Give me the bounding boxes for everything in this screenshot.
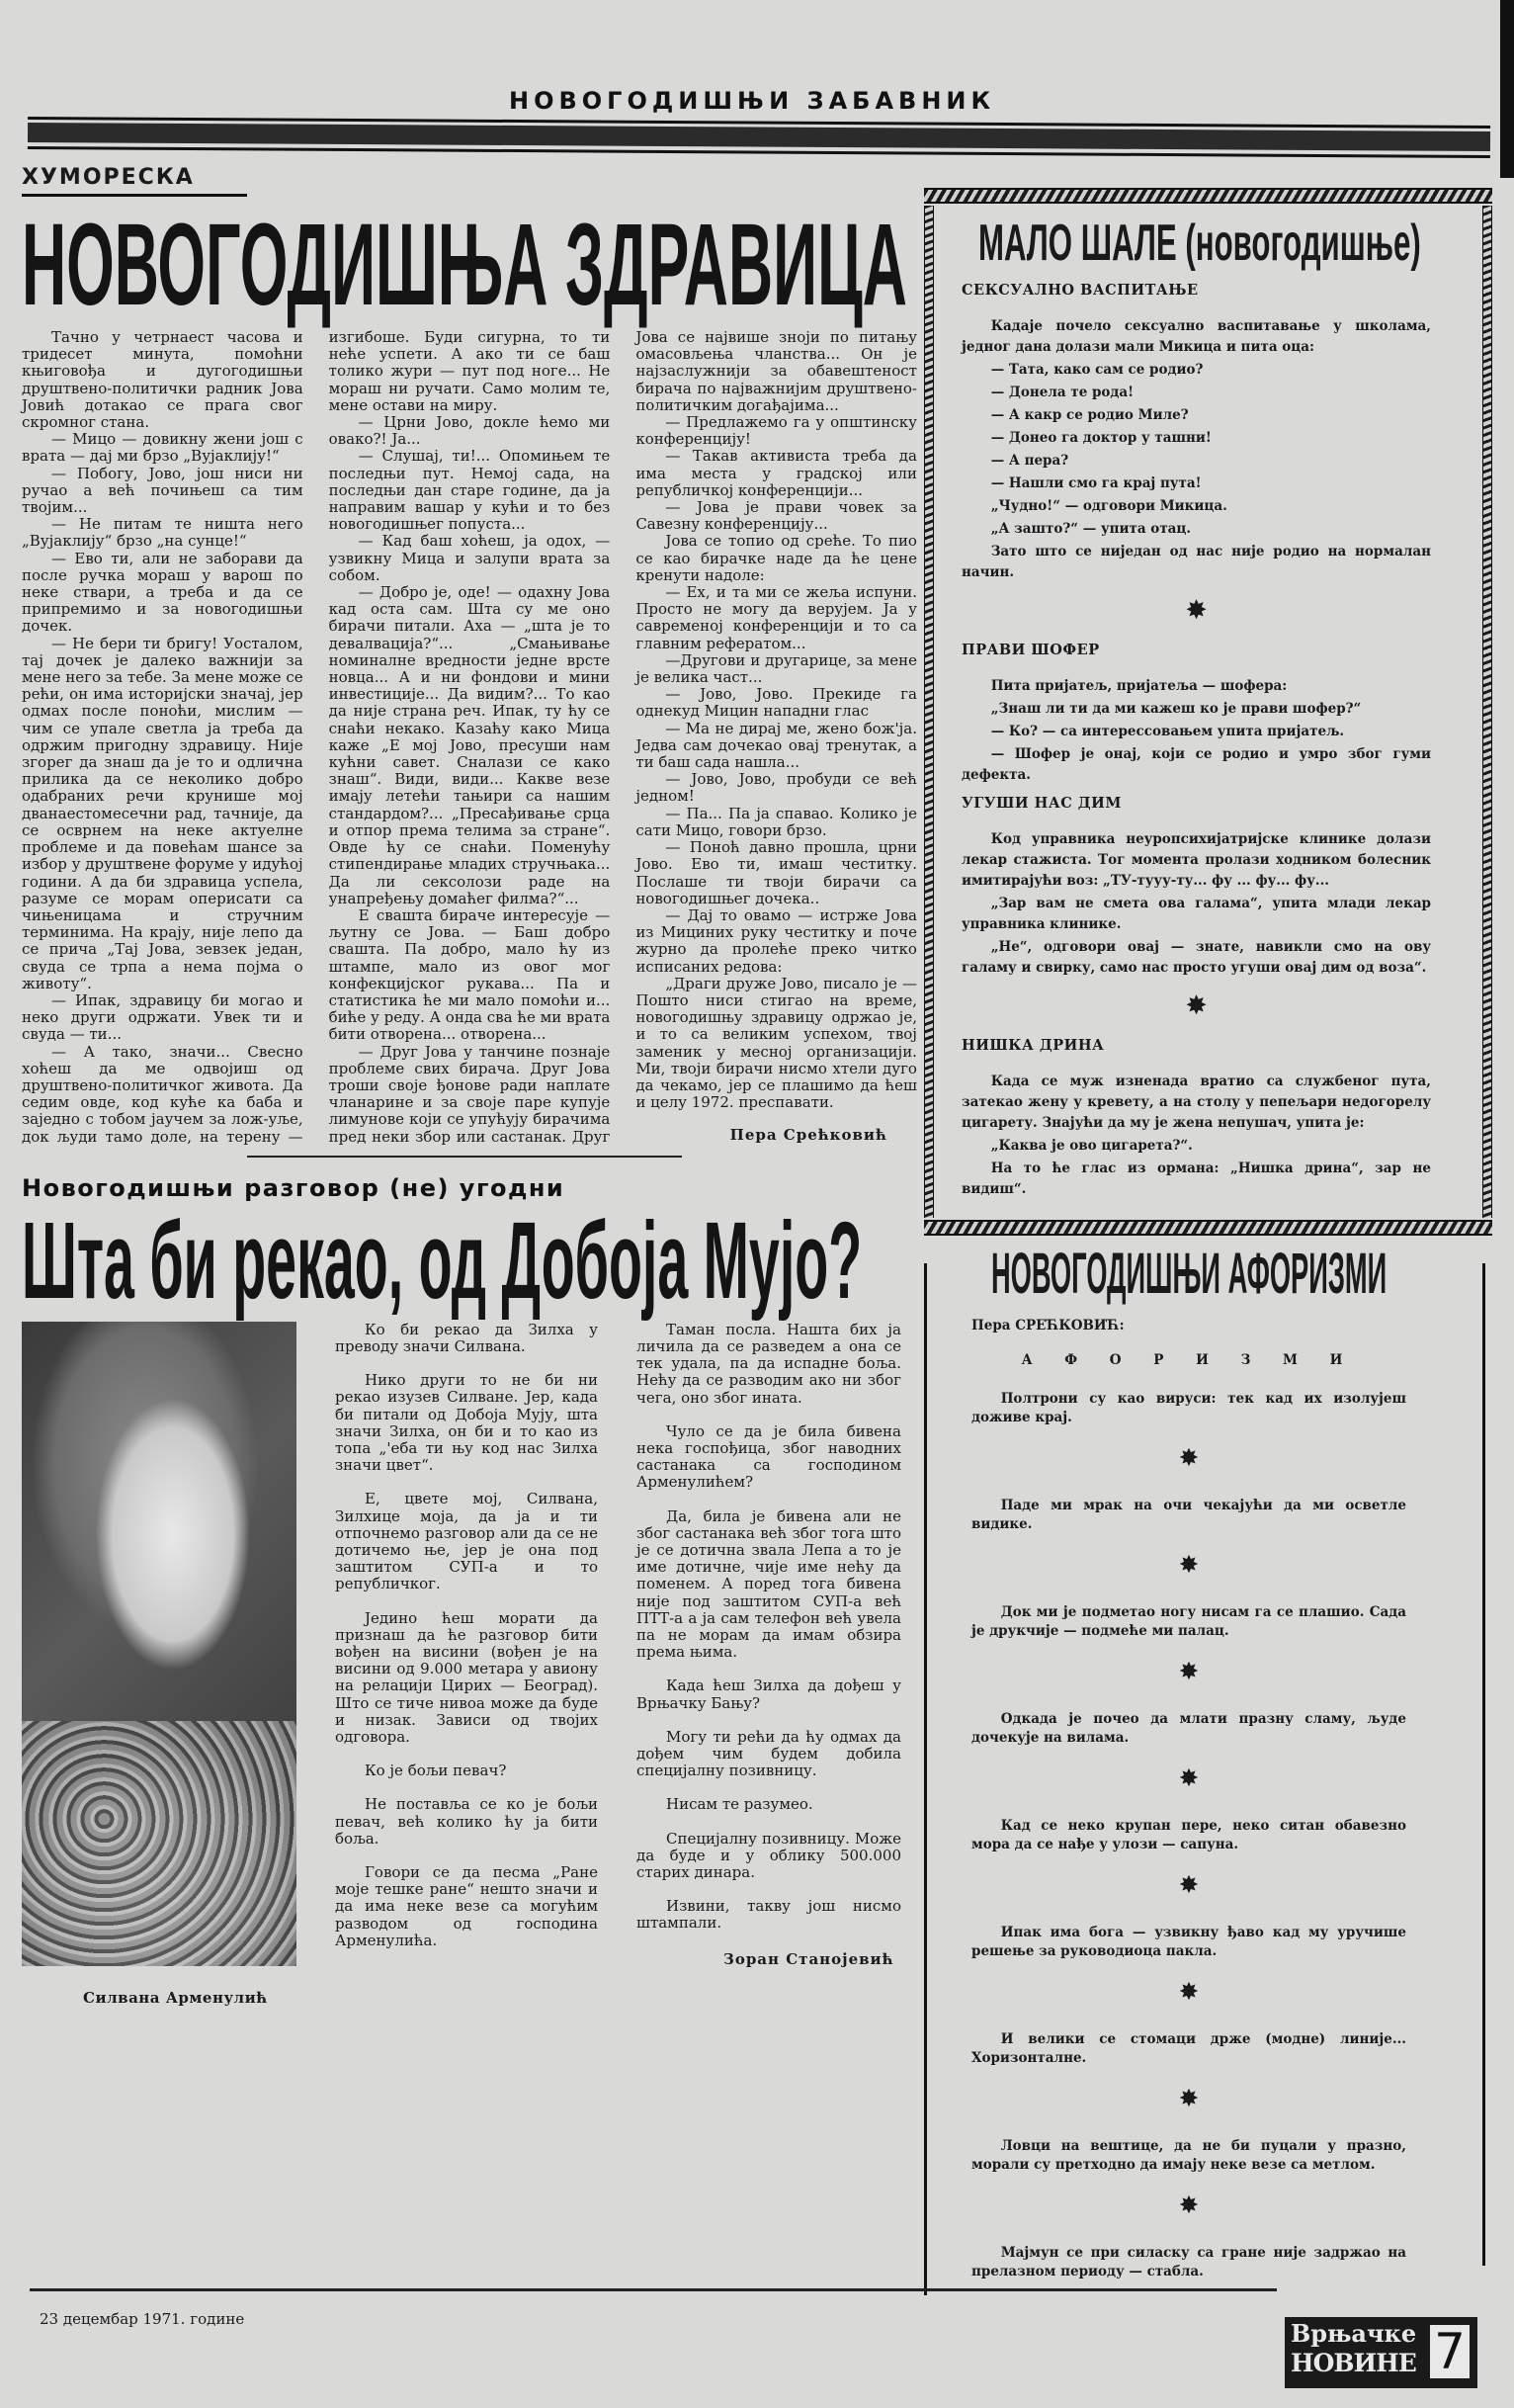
paragraph: —Другови и другарице, за мене је велика част... — [635, 650, 917, 687]
section-title: НОВОГОДИШЊИ ЗАБАВНИК — [509, 87, 996, 115]
star-separator-icon: ✸ — [1179, 1765, 1199, 1791]
photo-caption: Силвана Арменулић — [83, 1988, 268, 2007]
paragraph: — Дај то овамо — истрже Јова из Мициних руку честитку и поче журно да пролеће преко читко исписаних редова: — [635, 905, 917, 976]
paragraph: — Јово, Јово. Прекиде га однекуд Мицин нападни глас — [635, 685, 917, 721]
paragraph: — Црни Јово, докле ћемо ми овако?! Ја... — [328, 413, 611, 449]
joke-heading: ПРАВИ ШОФЕР — [962, 642, 1100, 658]
divider — [247, 1156, 682, 1158]
joke-line: — Тата, како сам се родио? — [990, 362, 1204, 378]
page-number: 7 — [1430, 2325, 1470, 2378]
jokes-list — [962, 281, 1431, 1200]
joke-line: — Ко? — са интерессовањем упита пријатељ. — [990, 724, 1345, 739]
paragraph: — Предлажемо га у општинску конференцију! — [635, 413, 917, 449]
joke-heading: СЕКСУАЛНО ВАСПИТАЊЕ — [962, 282, 1199, 299]
paragraph: — Побогу, Јово, још ниси ни ручао а већ почињеш са тим твојим... — [22, 464, 303, 517]
paragraph: — Слушај, ти!... Опомињем те последњи пут. Немој сада, на последњи дан старе године, да ја направим вашар у кући и то без новогодишњег попуста... — [328, 447, 611, 534]
joke-line: „Знаш ли ти да ми кажеш ко је прави шофер?“ — [990, 701, 1362, 717]
star-separator-icon: ✸ — [1179, 1445, 1199, 1471]
aphorism: И велики се стомаци држе (модне) линије... Хоризонталне. — [971, 2031, 1406, 2066]
star-separator-icon: ✸ — [1179, 2193, 1199, 2218]
paragraph: Ко би рекао да Зилха у преводу значи Силвана. — [335, 1320, 598, 1355]
paragraph: Таман посла. Нашта бих ја личила да се разведем а она се тек удала, па да испадне боља. Нећу да се разводим ако ни због чега, оно због ината. — [636, 1320, 901, 1407]
paragraph: Специјалну позивницу. Може да буде и у облику 500.000 старих динара. — [636, 1829, 901, 1882]
photo-block — [22, 1322, 296, 2008]
humoreska-headline: НОВОГОДИШЊА ЗДРАВИЦА — [22, 200, 907, 330]
paragraph: — Не питам те ништа него „Вујаклију“ брзо „на сунце!“ — [22, 515, 303, 551]
star-separator-icon: ✸ — [1179, 2086, 1199, 2111]
paragraph: Тачно у четрнаест часова и тридесет минута, помоћни књиговођа и дугогодишњи друштвено-политички радник Јова Јовић дотакао се прага свог скромног стана. — [22, 328, 303, 432]
rope-border-top — [924, 188, 1492, 204]
joke-line: — Донела те рода! — [990, 385, 1135, 400]
paragraph: — Па... Па ја спавао. Колико је сати Мицо, говори брзо. — [635, 804, 917, 839]
scan-edge — [1500, 0, 1514, 178]
joke-line: — Нашли смо га крај пута! — [990, 475, 1202, 491]
humoreska-body — [22, 329, 917, 1146]
paragraph: — Кад баш хоћеш, ја одох, — узвикну Мица и залупи врата за собом. — [328, 532, 611, 584]
portrait-photo — [22, 1322, 296, 1966]
joke-heading: УГУШИ НАС ДИМ — [962, 795, 1122, 812]
paragraph: Чуло се да је била бивена нека госпођица, због наводних састанака са господином Арменулићем? — [636, 1421, 901, 1492]
paragraph: — Ево ти, али не заборави да после ручка мораш у варош по неке ствари, а треба и да се припремимо и за новогодишњи дочек. — [22, 549, 303, 636]
paragraph: „Драги друже Јово, писало је — Пошто ниси стигао на време, новогодишњу здравицу одржао је, и то са великим успехом, твој заменик у месној организацији. Ми, твоји бирачи нисмо хтели дуго да чекамо, јер се плашимо да ћеш и целу 1972. преспавати. — [635, 974, 917, 1112]
paragraph: — Такав активиста треба да има места у градској или републичкој конференцији... — [635, 447, 917, 499]
humoreska-kicker: ХУМОРЕСКА — [22, 165, 195, 190]
paragraph: — Ипак, здравицу би могао и неко други одржати. Увек ти и свуда — ти... — [22, 990, 303, 1044]
box-border-right — [1482, 1263, 1485, 2266]
humoreska-author: Пера Срећковић — [729, 1126, 887, 1145]
rope-border-bottom — [924, 1220, 1492, 1236]
star-separator-icon: ✸ — [1179, 1872, 1199, 1898]
joke-line: — А какр се родио Миле? — [990, 407, 1189, 423]
aphorisms-author: Пера СРЕЋКОВИЋ: — [971, 1318, 1125, 1333]
aphorisms-list — [971, 1317, 1406, 2281]
logo-line-2: НОВИНЕ — [1291, 2349, 1416, 2377]
paragraph: — Јова је прави човек за Савезну конференцију... — [635, 498, 917, 534]
aphorisms-title: НОВОГОДИШЊИ АФОРИЗМИ — [991, 1242, 1388, 1306]
paragraph: Извини, такву још нисмо штампали. — [636, 1897, 901, 1933]
joke-line: „Чудно!“ — одговори Микица. — [990, 498, 1227, 514]
joke-line: „Зар вам не смета ова галама“, упита млади лекар управника клинике. — [962, 896, 1431, 932]
paragraph: Е, цвете мој, Силвана, Зилхице моја, да ја и ти отпочнемо разговор али да се не дотичемо ње, јер је она под заштитом СУП-а и то републичког. — [335, 1490, 598, 1593]
joke-line: Када се муж изненада вратио са службеног пута, затекао жену у кревету, а на столу у пепељари недогорелу цигарету. Знајући да му је жена непушач, упита је: — [962, 1074, 1431, 1131]
paragraph: Да, била је бивена али не због састанака већ због тога што је се дотична звала Лепа а то је име дотичне, чије име нећу да поменем. А поред тога бивена није под заштитом СУП-а већ ПТТ-а а ја сам телефон већ увела па не морам да имам обзира према њима. — [636, 1506, 901, 1662]
joke-line: Зато што се ниједан од нас није родио на нормалан начин. — [962, 544, 1431, 580]
paragraph: Једино ћеш морати да признаш да ће разговор бити вођен на висини (вођен је на висини од 9.000 метара у авиону на релацији Цирих — Београд). Што се тиче нивоа може да буде и низак. Зависи од твојих одговора. — [335, 1608, 598, 1747]
right-column — [924, 188, 1492, 2388]
paragraph: Када ћеш Зилха да дођеш у Врњачку Бању? — [636, 1677, 901, 1712]
interview-kicker: Новогодишњи разговор (не) угодни — [22, 1173, 565, 1202]
paragraph: — Ех, и та ми се жеља испуни. Просто не могу да верујем. Ја у савременој конференцији и то са главним рефератом... — [635, 583, 917, 652]
paragraph: Е свашта бираче интересује — љутну се Јова. — Баш добро свашта. Па добро, мало ћу из штампе, мало из овог мог конфекцијског рукава... Па и статистика ће ми мало помоћи и... биће у реду. А онда сва ће ми врата бити отворена... отворена... — [328, 905, 611, 1044]
joke-line: „Каква је ово цигарета?“. — [990, 1138, 1193, 1154]
joke-line: — А пера? — [990, 453, 1069, 469]
interview-column-2 — [636, 1322, 901, 1969]
paragraph: Нико други то не би ни рекао изузев Силване. Јер, када би питали од Добоја Мују, шта значи Зилха, он би и то као из топа „'еба ти њу код нас Зилха значи цвет“. — [335, 1371, 598, 1475]
newspaper-logo — [1285, 2317, 1477, 2388]
star-separator-icon: ✸ — [1186, 990, 1207, 1019]
paragraph: — Мицо — довикну жени још с врата — дај ми брзо „Вујаклију!“ — [22, 430, 303, 466]
paragraph: — Јово, Јово, пробуди се већ једном! — [635, 770, 917, 806]
rope-border-left — [924, 206, 934, 1218]
logo-line-1: Врњачке — [1291, 2319, 1417, 2348]
aphorism: Ипак има бога — узвикну ђаво кад му уручише решење за руководиоца пакла. — [971, 1925, 1406, 1959]
joke-line: — Донео га доктор у ташни! — [990, 430, 1212, 446]
joke-line: „А зашто?“ — упита отац. — [990, 521, 1192, 537]
aphorism: Паде ми мрак на очи чекајући да ми осветле видике. — [971, 1498, 1406, 1532]
box-border-left — [924, 1263, 927, 2295]
aphorisms-box — [924, 1242, 1485, 2295]
issue-date: 23 децембар 1971. године — [40, 2310, 245, 2328]
paragraph: Не поставља се ко је бољи певач, већ колико ћу ја бити боља. — [335, 1795, 598, 1848]
paragraph: — Друг Јова у танчине познаје проблеме свих бирача. Друг Јова троши своје ђонове ради наплате чланарине и за своје паре купује лимунове који се упућују бирачима пред неки збор или састанак. Друг Јова се највише зноји по питању омасовљења чланства... Он је најзаслужнији за обавештеност бирача по најважнијим друштвено-политичким догађајима... — [328, 328, 917, 1146]
paragraph: — Ма не дирај ме, жено бож'ја. Једва сам дочекао овај тренутак, а ти баш сада нашла... — [635, 719, 917, 772]
jokes-title: МАЛО ШАЛЕ (новогодишње) — [978, 215, 1421, 272]
aphorism: Одкада је почео да млати празну сламу, људе дочекује на вилама. — [971, 1711, 1406, 1746]
paragraph: Нисам те разумео. — [666, 1795, 813, 1814]
interview-column-1 — [335, 1322, 598, 1966]
jokes-box — [924, 188, 1492, 1236]
joke-line: Пита пријатељ, пријатеља — шофера: — [990, 678, 1288, 694]
paragraph: — Не бери ти бригу! Уосталом, тај дочек је далеко важнији за мене него за тебе. За мене може се рећи, он има историјски значај, јер одмах после поноћи, мислим — чим се упале светла ја треба да одржим пригодну здравицу. Није згорег да знаш да је то и одлична прилика да се неколико добро одабраних речи крунише мој дванаестомесечни рад, тачније, да се осврнем на неке актуелне проблеме и да повећам шансе за избор у друштвене форуме у идућој години. А да би здравица успела, разуме се морам оперисати са чињеницама и стручним терминима. На крају, није лепо да се прича „Тај Јова, зевзек један, свуда се трпа а нема појма о животу“. — [22, 634, 303, 992]
joke-line: Кадаје почело сексуално васпитавање у школама, једног дана долази мали Микица и пита оца: — [962, 318, 1431, 355]
interview-body — [22, 1322, 917, 2008]
paragraph: Ко је бољи певач? — [365, 1762, 507, 1780]
footer-rule — [30, 2288, 1277, 2291]
joke-line: На то ће глас из ормана: „Нишка дрина“, зар не видиш“. — [962, 1161, 1431, 1197]
joke-line: — Шофер је онај, који се родио и умро због гуми дефекта. — [962, 746, 1431, 783]
aphorism: Полтрони су као вируси: тек кад их изолујеш доживе крај. — [971, 1391, 1406, 1425]
aphorism: Док ми је подметао ногу нисам га се плашио. Сада је друкчије — подмеће ми палац. — [971, 1604, 1406, 1639]
left-column — [22, 164, 917, 2008]
interview-headline: Шта би рекао, од Добоја Мујо? — [22, 1199, 863, 1322]
paragraph: — А тако, значи... Свесно хоћеш да ме одвојиш од друштвено-политичког живота. Да седим овде, код куће ка баба и заједно с тобом јаучем за лож-уље, док људи тамо доле, на терену — изгибоше. Буди сигурна, то ти неће успети. А ако ти се баш толико жури — пут под ноге... Не мораш ни ручати. Само молим те, мене остави на миру. — [22, 328, 611, 1146]
joke-line: „Не“, одговори овај — знате, навикли смо на ову галаму и свирку, само нас просто угуши овај дим од воза“. — [962, 939, 1431, 976]
paragraph: Могу ти рећи да ћу одмах да дођем чим будем добила специјалну позивницу. — [636, 1727, 901, 1780]
paragraph: Говори се да песма „Ране моје тешке ране“ нешто значи и да има неке везе са могућим разводом од господина Арменулића. — [335, 1863, 598, 1949]
star-separator-icon: ✸ — [1179, 1659, 1199, 1684]
star-separator-icon: ✸ — [1179, 1979, 1199, 2005]
star-separator-icon: ✸ — [1179, 1552, 1199, 1578]
paragraph: — Поноћ давно прошла, црни Јово. Ево ти, имаш честитку. Послаше ти твоји бирачи са новогодишњег дочека.. — [635, 838, 917, 907]
aphorism: Ловци на вештице, да не би пуцали у празно, морали су претходно да имају неке везе са метлом. — [971, 2138, 1406, 2173]
aphorism: Мајмун се при силаску са гране није задржао на прелазном периоду — стабла. — [971, 2245, 1406, 2279]
rope-border-right — [1482, 206, 1492, 1218]
kicker-underline — [22, 194, 247, 197]
paragraph: Јова се топио од среће. То пио се као бирачке наде да ће цене кренути надоле: — [635, 532, 917, 584]
header-rule — [28, 117, 1490, 161]
star-separator-icon: ✸ — [1186, 595, 1207, 624]
joke-heading: НИШКА ДРИНА — [962, 1037, 1105, 1054]
aphorisms-subtitle: А Ф О Р И З М И — [1021, 1352, 1357, 1368]
paragraph: — Добро је, оде! — одахну Јова кад оста сам. Шта су ме оно бирачи питали. Аха — „шта је то девалвација?“... „Смањивање номиналне вредности једне врсте новца... А и ни фондови и мини инвестиције... Да видим?... То као да није страна реч. Ипак, ту ћу се снаћи некако. Казаћу како Мица каже „Е мој Јово, пресуши нам кућни савет. Сналази се како знаш“. Види, види... Какве везе имају летећи тањири са нашим стандардом?... „Пресађивање срца и отпор према телима за стране“. Овде ћу се снаћи. Поменућу стипендирање младих стручњака... Да ли сексолози раде на унапређењу домаћег филма?“... — [328, 583, 611, 907]
aphorism: Кад се неко крупан пере, неко ситан обавезно мора да се нађе у улози — сапуна. — [971, 1818, 1406, 1852]
joke-line: Код управника неуропсихијатријске клинике долази лекар стажиста. Тог момента пролази ходником болесник имитирајући воз: „ТУ-тууу-ту... фу ... фу... фу... — [962, 831, 1431, 889]
interview-author: Зоран Станојевић — [723, 1949, 894, 1968]
